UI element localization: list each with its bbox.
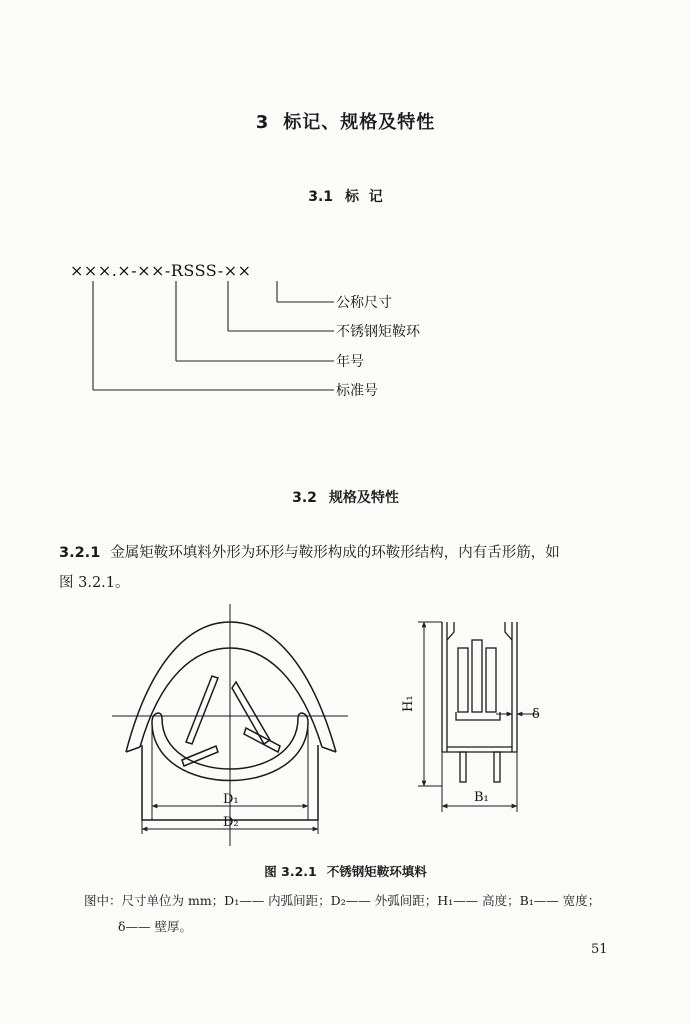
- dim-h1-label: H₁: [401, 695, 416, 712]
- tongue-rib-right-upper: [232, 682, 270, 744]
- lip-left: [152, 713, 162, 722]
- marking-label-standard: 标准号: [336, 383, 378, 399]
- figure-note-line-2: δ—— 壁厚。: [118, 919, 192, 934]
- chapter-number: 3: [255, 112, 270, 133]
- outer-arch: [126, 622, 336, 752]
- section-3-2-title: 规格及特性: [328, 490, 399, 506]
- dim-d2-label: D₂: [223, 815, 239, 830]
- dim-d1-label: D₁: [223, 792, 239, 807]
- paragraph-line-2: 图 3.2.1。: [59, 575, 130, 591]
- arch-cap-right: [322, 747, 336, 752]
- dim-b1-label: B₁: [474, 790, 489, 805]
- arch-cap-left: [126, 747, 140, 752]
- tongue-rib-left-upper: [186, 676, 218, 744]
- side-top-right: [505, 622, 512, 640]
- side-slot-base: [456, 712, 500, 720]
- front-view: [112, 604, 348, 846]
- side-slot-3: [486, 648, 496, 712]
- side-top-left: [447, 622, 454, 640]
- marking-label-ring: 不锈钢矩鞍环: [336, 324, 420, 340]
- side-view: [418, 622, 538, 812]
- side-slot-2: [472, 640, 482, 712]
- figure-caption-title: 不锈钢矩鞍环填料: [326, 864, 427, 879]
- figure-caption-number: 图 3.2.1: [264, 864, 317, 879]
- section-3-2-number: 3.2: [292, 490, 317, 506]
- figure-caption: [0, 862, 691, 880]
- tongue-rib-left-lower: [182, 746, 218, 766]
- side-leg-right: [494, 752, 500, 782]
- inner-arch: [140, 648, 322, 747]
- side-slot-1: [458, 648, 468, 712]
- page-number: 51: [591, 942, 608, 957]
- figure-note: [84, 888, 644, 940]
- marking-label-size: 公称尺寸: [336, 295, 392, 311]
- figure-note-line-1: 图中：尺寸单位为 mm；D₁—— 内弧间距；D₂—— 外弧间距；H₁—— 高度；B₁—— 宽度；: [84, 893, 601, 908]
- marking-code: ×××.×-××-RSSS-××: [70, 261, 252, 280]
- side-leg-left: [460, 752, 466, 782]
- paragraph-line-1: 金属矩鞍环填料外形为环形与鞍形构成的环鞍形结构，内有舌形筋，如: [110, 545, 560, 561]
- dim-delta-label: δ: [532, 707, 540, 722]
- paragraph-number: 3.2.1: [59, 545, 101, 561]
- section-3-1-number: 3.1: [308, 189, 334, 205]
- section-3-1-title: 标 记: [345, 189, 383, 205]
- marking-label-year: 年号: [336, 354, 364, 370]
- chapter-title-text: 标记、规格及特性: [283, 112, 436, 133]
- lip-right: [298, 713, 308, 722]
